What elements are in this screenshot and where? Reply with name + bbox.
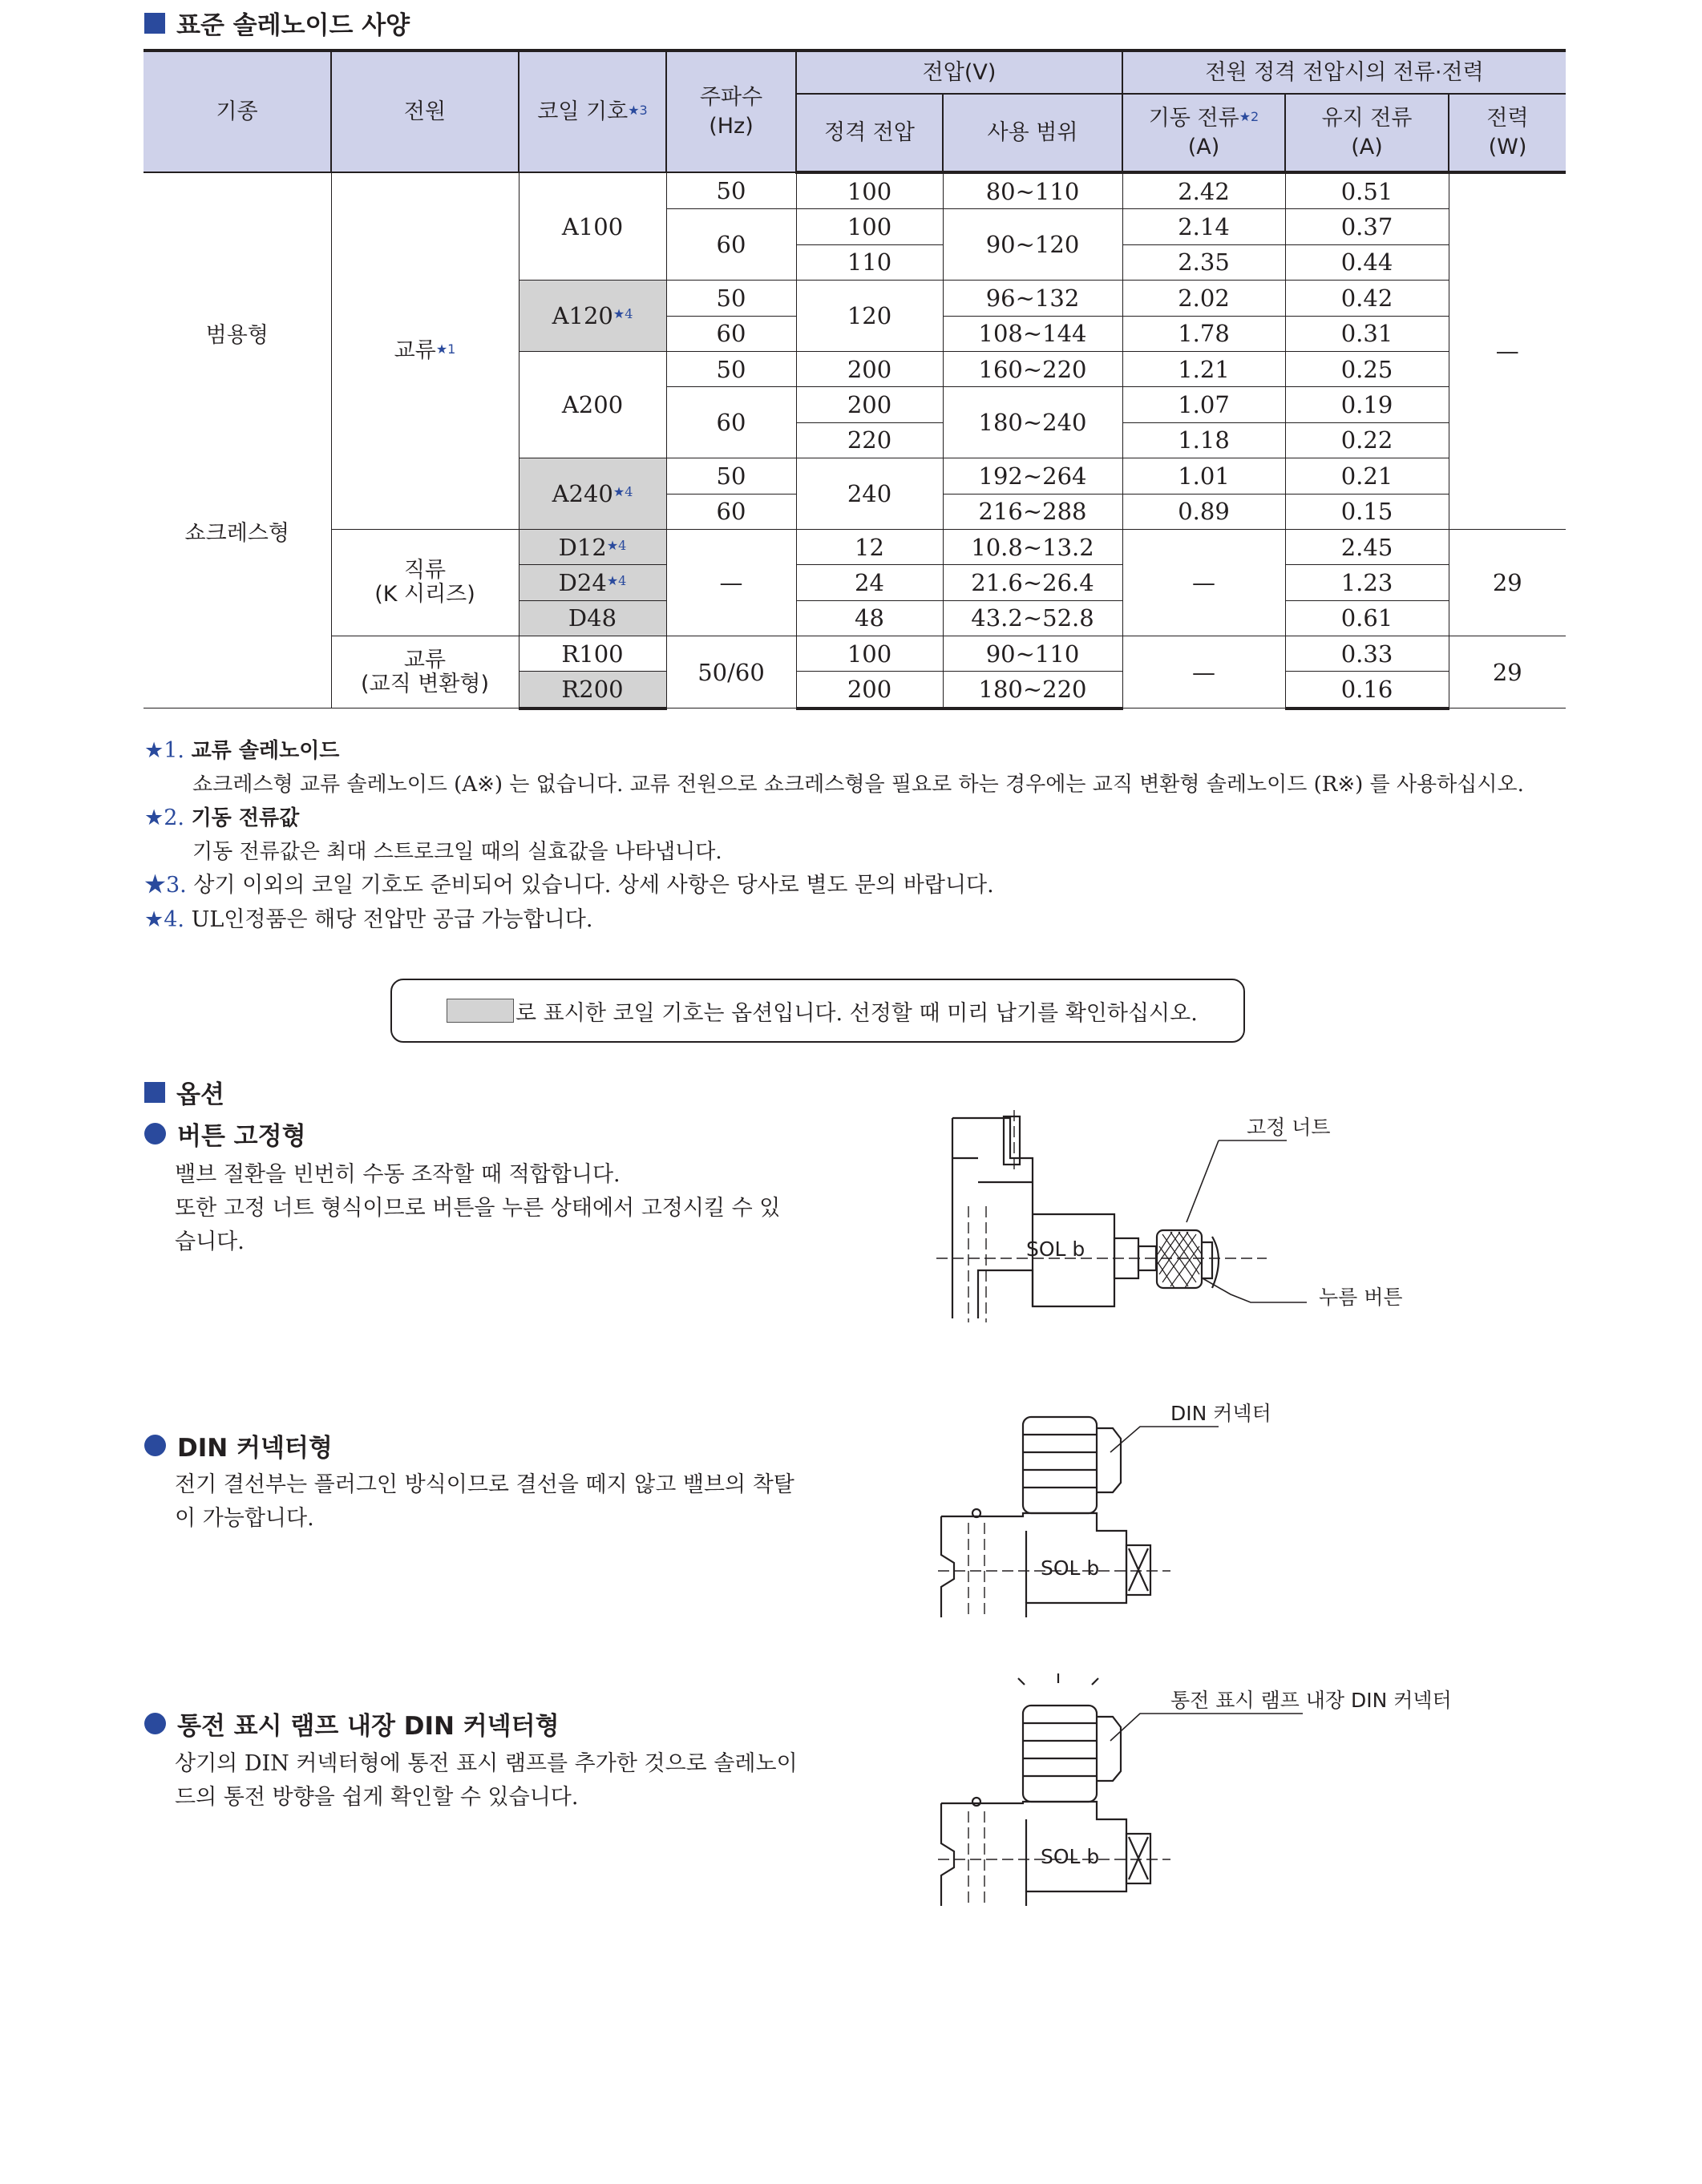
coil-a120: $A120^{★4}$ <box>519 281 666 352</box>
watt-ac: — <box>1449 172 1566 529</box>
table-row: 교류 (교직 변환형) R100 50/60 100 90~110 — 0.33 29 <box>144 636 1566 672</box>
coil-a200: A200 <box>519 351 666 458</box>
table-row: 60 216~288 0.89 0.15 <box>144 494 1566 529</box>
option-desc-din-lamp: 상기의 DIN 커넥터형에 통전 표시 램프를 추가한 것으로 솔레노이 드의 통전 방향을 쉽게 확인할 수 있습니다. <box>175 1751 798 1810</box>
label-push-button: 누름 버튼 <box>1319 1286 1403 1309</box>
coil-d24: $D24^{★4}$ <box>519 565 666 600</box>
coil-d48: D48 <box>519 600 666 636</box>
option-desc-button-lock: 밸브 절환을 빈번히 수동 조작할 때 적합합니다. 또한 고정 너트 형식이므로 버튼을 누른 상태에서 고정시킬 수 있 습니다. <box>175 1162 781 1254</box>
header-model: 기종 <box>144 50 331 172</box>
table-row: 직류 (K 시리즈) $D12^{★4}$ — 12 10.8~13.2 — 2.45 29 <box>144 529 1566 564</box>
label-sol-b: SOL b <box>1041 1845 1100 1868</box>
label-din-lamp-connector: 통전 표시 램프 내장 DIN 커넥터 <box>1170 1689 1452 1712</box>
solenoid-spec-table <box>144 49 1566 710</box>
option-title-din: DIN 커넥터형 <box>144 1427 333 1463</box>
footnote-1-body: 쇼크레스형 교류 솔레노이드 (A※) 는 없습니다. 교류 전원으로 쇼크레스형을 필요로 하는 경우에는 교직 변환형 솔레노이드 (R※) 를 사용하십시오. <box>192 773 1524 797</box>
section-title-options: 옵션 <box>144 1074 224 1110</box>
table-row: A200 50 200 160~220 1.21 0.25 <box>144 351 1566 386</box>
gray-swatch <box>447 999 514 1023</box>
table-row: 220 1.18 0.22 <box>144 422 1566 458</box>
table-row: 60 100 90~120 2.14 0.37 <box>144 209 1566 244</box>
table-row: $A240^{★4}$ 50 240 192~264 1.01 0.21 <box>144 458 1566 494</box>
header-power: 전원 <box>331 50 519 172</box>
label-fix-nut: 고정 너트 <box>1247 1116 1331 1139</box>
footnote-2-title: ★2. 기동 전류값 <box>144 805 300 830</box>
coil-d12: $D12^{★4}$ <box>519 529 666 564</box>
footnote-2-body: 기동 전류값은 최대 스트로크일 때의 실효값을 나타냅니다. <box>192 840 722 864</box>
table-row: 범용형 쇼크레스형 교류$^{★1}$ A100 50 100 80~110 2.42 0.51 — <box>144 172 1566 209</box>
table-row: 60 108~144 1.78 0.31 <box>144 316 1566 351</box>
power-ac: 교류$^{★1}$ <box>331 172 519 529</box>
table-row: $A120^{★4}$ 50 120 96~132 2.02 0.42 <box>144 281 1566 316</box>
label-sol-b: SOL b <box>1041 1556 1100 1580</box>
square-bullet-icon <box>144 1082 165 1103</box>
table-row: 60 200 180~240 1.07 0.19 <box>144 387 1566 422</box>
model-shockless: 쇼크레스형 <box>184 521 289 546</box>
model-cell <box>144 172 331 708</box>
footnote-1-title: ★1. 교류 솔레노이드 <box>144 738 340 763</box>
section-title-spec: 표준 솔레노이드 사양 <box>144 5 410 41</box>
square-bullet-icon <box>144 13 165 34</box>
coil-r100: R100 <box>519 636 666 672</box>
watt-rect: 29 <box>1449 636 1566 708</box>
table-row: 110 2.35 0.44 <box>144 244 1566 280</box>
header-current-group: 전원 정격 전압시의 전류·전력 <box>1122 50 1566 94</box>
header-power-watt: 전력 (W) <box>1449 94 1566 172</box>
din-connector-diagram <box>930 1362 1443 1619</box>
footnote-3: ★3. 상기 이외의 코일 기호도 준비되어 있습니다. 상세 사항은 당사로 별도 문의 바랍니다. <box>144 873 994 898</box>
power-dc: 직류 (K 시리즈) <box>331 529 519 636</box>
circle-bullet-icon <box>144 1713 166 1734</box>
din-lamp-connector-diagram <box>930 1643 1507 1907</box>
option-desc-din: 전기 결선부는 플러그인 방식이므로 결선을 떼지 않고 밸브의 착탈 이 가능합니다. <box>175 1472 794 1531</box>
label-din-connector: DIN 커넥터 <box>1170 1402 1271 1425</box>
model-general: 범용형 <box>205 323 269 348</box>
watt-dc: 29 <box>1449 529 1566 636</box>
option-title-din-lamp: 통전 표시 램프 내장 DIN 커넥터형 <box>144 1706 560 1742</box>
coil-r200: R200 <box>519 672 666 708</box>
coil-a100: A100 <box>519 172 666 281</box>
header-coil: 코일 기호$^{★3}$ <box>519 50 666 172</box>
table-row: R200 200 180~220 0.16 <box>144 672 1566 708</box>
power-rectifier: 교류 (교직 변환형) <box>331 636 519 708</box>
table-row: $D24^{★4}$ 24 21.6~26.4 1.23 <box>144 565 1566 600</box>
header-voltage-group: 전압(V) <box>796 50 1122 94</box>
coil-a240: $A240^{★4}$ <box>519 458 666 530</box>
header-hold-current: 유지 전류 (A) <box>1285 94 1449 172</box>
header-voltage-range: 사용 범위 <box>943 94 1122 172</box>
table-row: D48 48 43.2~52.8 0.61 <box>144 600 1566 636</box>
option-title-button-lock: 버튼 고정형 <box>144 1116 306 1152</box>
header-rated-voltage: 정격 전압 <box>796 94 943 172</box>
header-frequency: 주파수 (Hz) <box>666 50 796 172</box>
option-note-box: 로 표시한 코일 기호는 옵션입니다. 선정할 때 미리 납기를 확인하십시오. <box>390 979 1245 1043</box>
circle-bullet-icon <box>144 1435 166 1456</box>
label-sol-b: SOL b <box>1026 1237 1085 1261</box>
circle-bullet-icon <box>144 1123 166 1144</box>
button-lock-diagram <box>930 1110 1443 1326</box>
header-start-current: 기동 전류$^{★2}$ (A) <box>1122 94 1285 172</box>
footnote-4: ★4. UL인정품은 해당 전압만 공급 가능합니다. <box>144 907 593 932</box>
